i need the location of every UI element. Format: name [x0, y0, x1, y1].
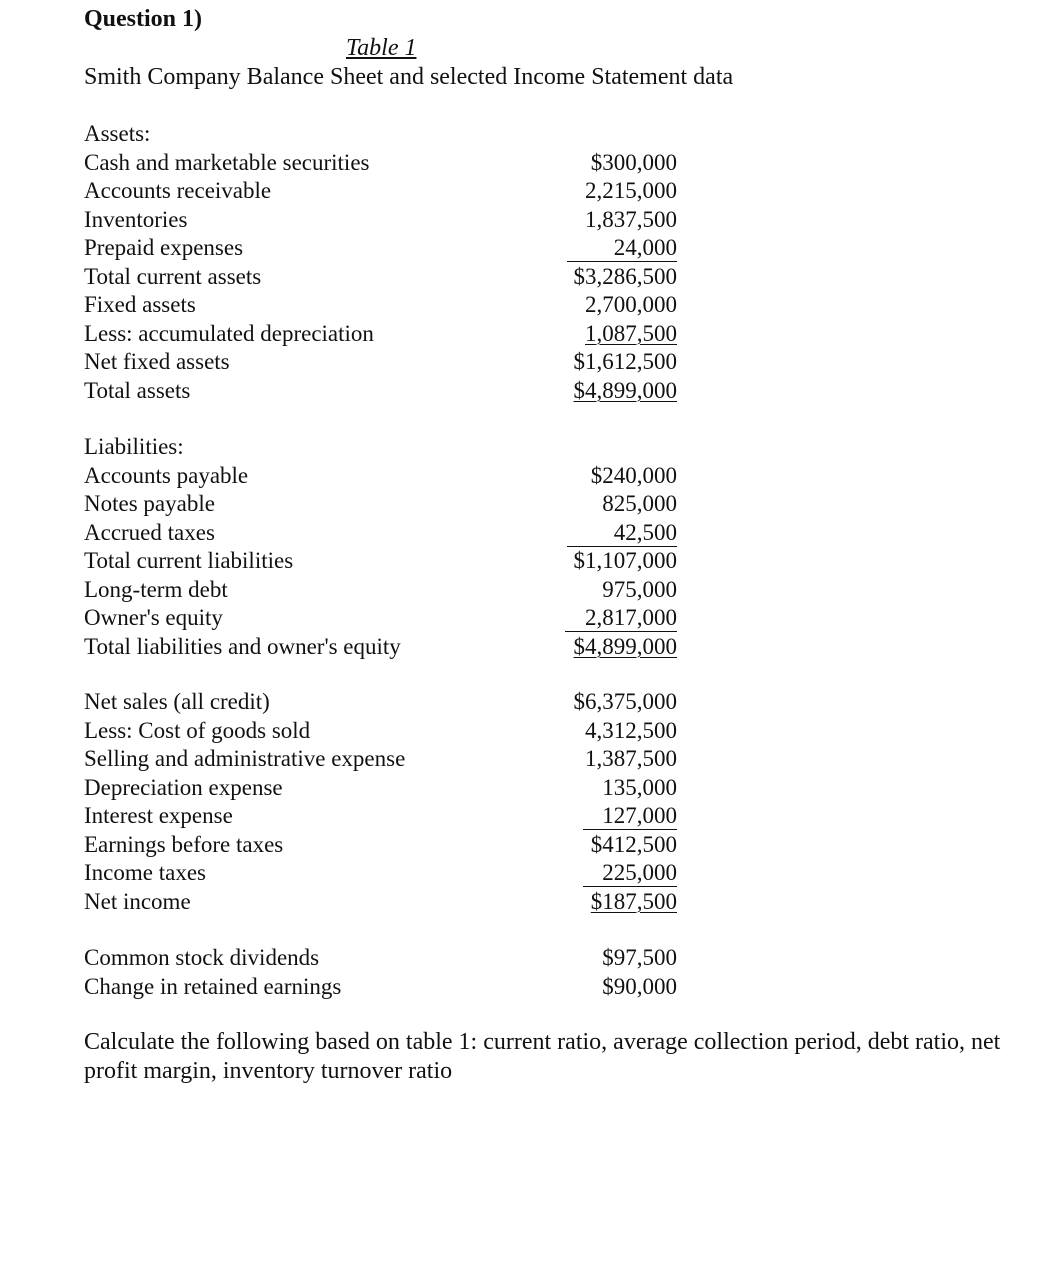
row-value: 1,837,500 — [585, 206, 677, 232]
table-row — [84, 688, 684, 717]
table-row — [84, 944, 684, 973]
row-label: Common stock dividends — [84, 945, 320, 970]
row-label: Accounts receivable — [84, 178, 272, 203]
row-label: Inventories — [84, 206, 188, 232]
liabilities-section — [84, 433, 684, 661]
row-label: Net sales (all credit) — [84, 689, 270, 714]
table-row — [84, 547, 684, 576]
table-row — [84, 633, 684, 662]
row-label: Cash and marketable securities — [84, 149, 370, 175]
row-value: 225,000 — [583, 859, 677, 887]
table-row — [84, 745, 684, 774]
row-value: 1,087,500 — [585, 320, 677, 346]
row-label: Fixed assets — [84, 292, 196, 317]
row-value: $90,000 — [602, 973, 677, 999]
table-row — [84, 859, 684, 888]
row-label: Accounts payable — [84, 462, 249, 488]
row-value: 4,312,500 — [585, 717, 677, 743]
liabilities-heading: Liabilities: — [84, 434, 184, 459]
table-row — [84, 291, 684, 320]
row-label: Selling and administrative expense — [84, 746, 406, 771]
row-value: 2,817,000 — [565, 604, 677, 632]
row-label: Less: Cost of goods sold — [84, 717, 311, 743]
row-value: 2,215,000 — [585, 178, 677, 203]
question-text: Calculate the following based on table 1: current ratio, average collection period, debt ratio, net profit margin, inventory turnover ratio — [84, 1029, 1001, 1084]
table-row — [84, 831, 684, 860]
row-label: Total assets — [84, 377, 191, 403]
row-label: Net fixed assets — [84, 349, 230, 374]
row-value: $240,000 — [590, 462, 677, 488]
row-value: 2,700,000 — [585, 292, 677, 317]
row-value: 825,000 — [602, 491, 677, 516]
table-row — [84, 149, 684, 178]
row-label: Owner's equity — [84, 605, 223, 630]
dividends-section — [84, 944, 684, 1001]
table-row — [84, 888, 684, 917]
table-row — [84, 177, 684, 206]
row-value: 24,000 — [567, 234, 677, 262]
table-row — [84, 263, 684, 292]
row-label: Total current liabilities — [84, 548, 294, 573]
row-label: Long-term debt — [84, 576, 228, 602]
row-value: $300,000 — [590, 149, 677, 175]
liabilities-heading-row — [84, 433, 684, 462]
table-row — [84, 206, 684, 235]
table-row — [84, 576, 684, 605]
row-label: Accrued taxes — [84, 519, 215, 545]
row-value: $1,107,000 — [573, 548, 677, 573]
table-row — [84, 490, 684, 519]
question-title: Question 1) — [84, 6, 203, 32]
row-label: Notes payable — [84, 491, 215, 516]
row-label: Prepaid expenses — [84, 235, 244, 260]
table-row — [84, 320, 684, 349]
table-row — [84, 234, 684, 263]
row-label: Interest expense — [84, 803, 233, 828]
row-value: 127,000 — [583, 802, 677, 830]
row-label: Total current assets — [84, 263, 262, 289]
assets-heading-row — [84, 120, 684, 149]
row-value: $4,899,000 — [573, 377, 677, 403]
table-caption: Table 1 — [346, 35, 417, 61]
row-label: Net income — [84, 888, 191, 914]
table-row — [84, 377, 684, 406]
table-row — [84, 802, 684, 831]
row-value: 975,000 — [602, 576, 677, 602]
row-label: Less: accumulated depreciation — [84, 320, 374, 346]
table-row — [84, 348, 684, 377]
row-value: 42,500 — [567, 519, 677, 547]
table-row — [84, 717, 684, 746]
table-row — [84, 519, 684, 548]
row-value: 135,000 — [602, 774, 677, 800]
row-label: Total liabilities and owner's equity — [84, 633, 401, 659]
table-subtitle: Smith Company Balance Sheet and selected Income Statement data — [84, 64, 734, 90]
table-row — [84, 774, 684, 803]
row-value: $97,500 — [602, 945, 677, 970]
row-value: $187,500 — [590, 888, 677, 914]
row-label: Income taxes — [84, 860, 206, 885]
row-label: Earnings before taxes — [84, 831, 284, 857]
assets-heading: Assets: — [84, 121, 151, 146]
income-section — [84, 688, 684, 916]
row-value: $412,500 — [590, 831, 677, 857]
row-label: Change in retained earnings — [84, 973, 342, 999]
assets-section — [84, 120, 684, 405]
row-label: Depreciation expense — [84, 774, 283, 800]
table-row — [84, 604, 684, 633]
row-value: $6,375,000 — [573, 689, 677, 714]
row-value: 1,387,500 — [585, 746, 677, 771]
row-value: $4,899,000 — [573, 633, 677, 659]
table-row — [84, 462, 684, 491]
row-value: $3,286,500 — [573, 263, 677, 289]
row-value: $1,612,500 — [573, 349, 677, 374]
table-row — [84, 973, 684, 1002]
